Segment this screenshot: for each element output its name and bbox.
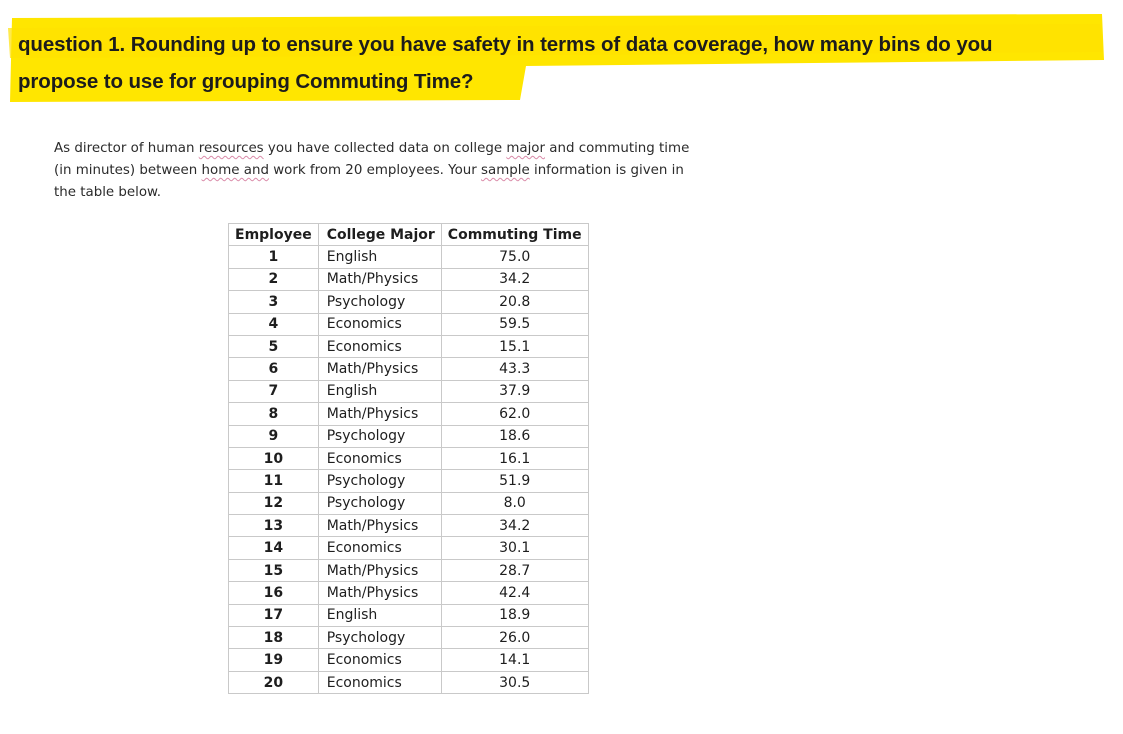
commuting-time-cell: 26.0 — [441, 627, 588, 649]
question-text — [18, 26, 1113, 100]
paragraph-text: and commuting time — [545, 141, 690, 156]
college-major-cell: Economics — [318, 313, 441, 335]
spellcheck-word: resources — [198, 141, 264, 156]
table-row — [229, 313, 589, 335]
table-row — [229, 515, 589, 537]
employee-cell: 12 — [229, 492, 319, 514]
college-major-cell: Psychology — [318, 470, 441, 492]
paragraph-text: (in minutes) between — [54, 163, 202, 178]
commuting-time-cell: 30.5 — [441, 671, 588, 693]
table-row — [229, 380, 589, 402]
employee-cell: 15 — [229, 559, 319, 581]
employee-cell: 14 — [229, 537, 319, 559]
employee-cell: 8 — [229, 403, 319, 425]
table-row — [229, 671, 589, 693]
spellcheck-word: major — [506, 141, 545, 156]
employee-cell: 5 — [229, 335, 319, 357]
college-major-cell: Economics — [318, 671, 441, 693]
table-row — [229, 447, 589, 469]
paragraph-line-1 — [54, 138, 754, 160]
college-major-cell: Math/Physics — [318, 515, 441, 537]
college-major-cell: English — [318, 604, 441, 626]
commuting-time-cell: 34.2 — [441, 268, 588, 290]
paragraph-line-3: the table below. — [54, 185, 162, 200]
employee-cell: 6 — [229, 358, 319, 380]
commuting-time-cell: 15.1 — [441, 335, 588, 357]
employee-cell: 2 — [229, 268, 319, 290]
spellcheck-word: sample — [481, 163, 530, 178]
table-row — [229, 246, 589, 268]
employee-cell: 11 — [229, 470, 319, 492]
paragraph-line-2 — [54, 160, 754, 182]
college-major-cell: Psychology — [318, 425, 441, 447]
commuting-time-cell: 37.9 — [441, 380, 588, 402]
paragraph-text: As director of human — [54, 141, 199, 156]
college-major-cell: Psychology — [318, 291, 441, 313]
employee-table — [228, 223, 589, 694]
commuting-time-cell: 59.5 — [441, 313, 588, 335]
commuting-time-cell: 34.2 — [441, 515, 588, 537]
commuting-time-cell: 75.0 — [441, 246, 588, 268]
commuting-time-cell: 18.9 — [441, 604, 588, 626]
table-row — [229, 358, 589, 380]
paragraph-text: you have collected data on college — [263, 141, 507, 156]
table-row — [229, 559, 589, 581]
college-major-cell: Economics — [318, 649, 441, 671]
employee-cell: 10 — [229, 447, 319, 469]
commuting-time-cell: 28.7 — [441, 559, 588, 581]
employee-cell: 13 — [229, 515, 319, 537]
table-row — [229, 403, 589, 425]
header-employee: Employee — [229, 224, 319, 246]
commuting-time-cell: 16.1 — [441, 447, 588, 469]
question-line-2: propose to use for grouping Commuting Time? — [18, 70, 474, 93]
employee-cell: 7 — [229, 380, 319, 402]
employee-cell: 19 — [229, 649, 319, 671]
table-row — [229, 537, 589, 559]
table-row — [229, 492, 589, 514]
table-row — [229, 604, 589, 626]
employee-cell: 18 — [229, 627, 319, 649]
college-major-cell: Psychology — [318, 627, 441, 649]
employee-cell: 16 — [229, 582, 319, 604]
commuting-time-cell: 8.0 — [441, 492, 588, 514]
table-row — [229, 470, 589, 492]
college-major-cell: Math/Physics — [318, 559, 441, 581]
table-row — [229, 649, 589, 671]
table-row — [229, 425, 589, 447]
commuting-time-cell: 30.1 — [441, 537, 588, 559]
paragraph-text: work from 20 employees. Your — [268, 163, 482, 178]
header-college-major: College Major — [318, 224, 441, 246]
college-major-cell: Math/Physics — [318, 268, 441, 290]
college-major-cell: Psychology — [318, 492, 441, 514]
college-major-cell: English — [318, 246, 441, 268]
employee-cell: 17 — [229, 604, 319, 626]
table-body — [229, 246, 589, 694]
commuting-time-cell: 62.0 — [441, 403, 588, 425]
table-row — [229, 627, 589, 649]
commuting-time-cell: 14.1 — [441, 649, 588, 671]
table-row — [229, 291, 589, 313]
intro-paragraph — [54, 138, 754, 204]
employee-cell: 3 — [229, 291, 319, 313]
paragraph-text: information is given in — [529, 163, 684, 178]
employee-cell: 4 — [229, 313, 319, 335]
commuting-time-cell: 43.3 — [441, 358, 588, 380]
college-major-cell: Math/Physics — [318, 403, 441, 425]
college-major-cell: Economics — [318, 537, 441, 559]
employee-cell: 1 — [229, 246, 319, 268]
header-commuting-time: Commuting Time — [441, 224, 588, 246]
table-row — [229, 268, 589, 290]
spellcheck-word: home and — [201, 163, 269, 178]
commuting-time-cell: 51.9 — [441, 470, 588, 492]
table-row — [229, 335, 589, 357]
college-major-cell: Math/Physics — [318, 358, 441, 380]
employee-cell: 9 — [229, 425, 319, 447]
table-header-row — [229, 224, 589, 246]
college-major-cell: Economics — [318, 335, 441, 357]
question-line-1: question 1. Rounding up to ensure you have safety in terms of data coverage, how many bins do you — [18, 33, 993, 56]
college-major-cell: Math/Physics — [318, 582, 441, 604]
commuting-time-cell: 18.6 — [441, 425, 588, 447]
commuting-time-cell: 42.4 — [441, 582, 588, 604]
college-major-cell: Economics — [318, 447, 441, 469]
table-row — [229, 582, 589, 604]
employee-cell: 20 — [229, 671, 319, 693]
college-major-cell: English — [318, 380, 441, 402]
commuting-time-cell: 20.8 — [441, 291, 588, 313]
